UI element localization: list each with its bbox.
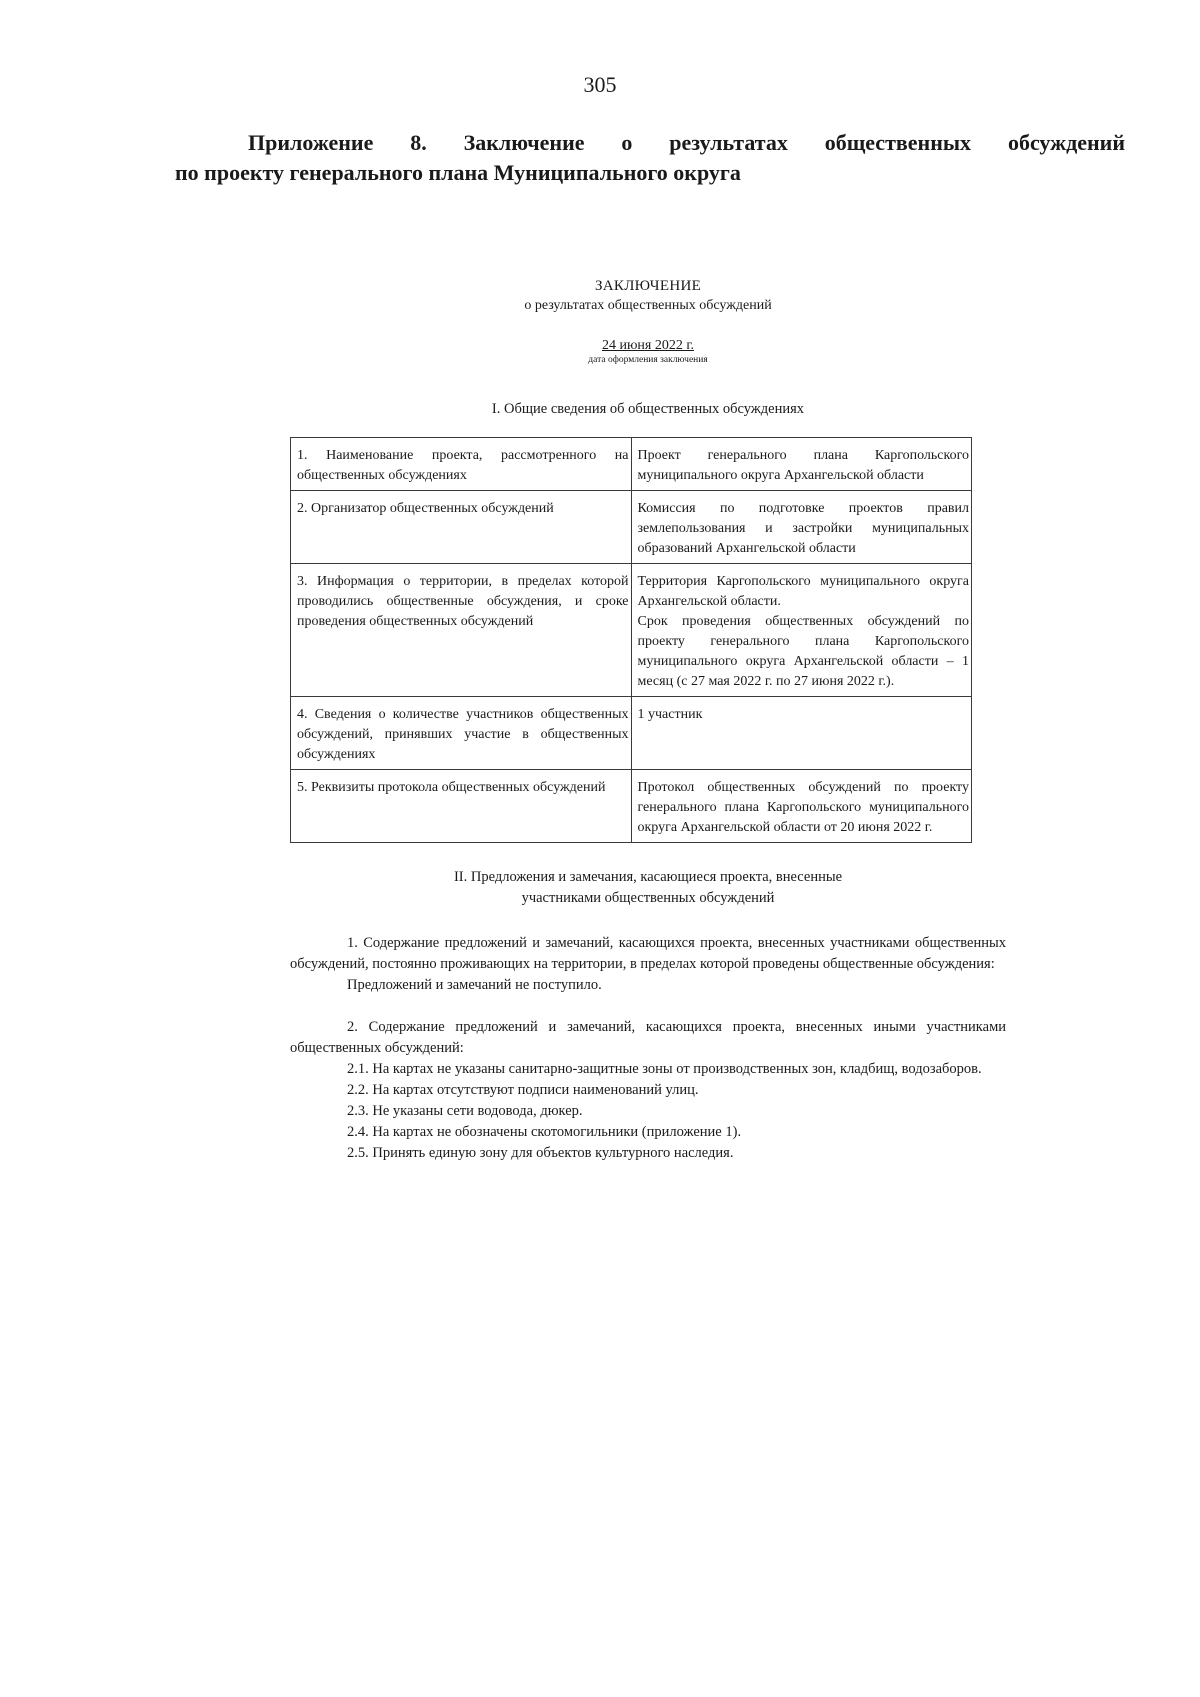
conclusion-date: 24 июня 2022 г.: [601, 338, 695, 353]
proposal-sub-item: 2.3. Не указаны сети водовода, дюкер.: [347, 1103, 583, 1119]
table-row: [291, 564, 972, 697]
table-cell-value: 1 участник: [631, 697, 972, 770]
appendix-heading: [175, 128, 1125, 188]
section-1-heading: I. Общие сведения об общественных обсуждениях: [491, 401, 805, 417]
conclusion-document: [290, 278, 1006, 1164]
proposal-sub-item: 2.2. На картах отсутствуют подписи наименований улиц.: [347, 1082, 699, 1098]
table-cell-value: Комиссия по подготовке проектов правил землепользования и застройки муниципальных образований Архангельской области: [631, 491, 972, 564]
table-row: [291, 491, 972, 564]
proposals-list: [290, 933, 1006, 1164]
table-cell-label: 2. Организатор общественных обсуждений: [291, 491, 632, 564]
appendix-heading-line-2: по проекту генерального плана Муниципального округа: [175, 160, 741, 185]
conclusion-subtitle: о результатах общественных обсуждений: [524, 298, 772, 313]
period-text: Срок проведения общественных обсуждений по проекту генерального плана Каргопольского муниципального округа Архангельской области – 1 месяц (с 27 мая 2022 г. по 27 июня 2022 г.).: [637, 614, 969, 689]
table-cell-value: Протокол общественных обсуждений по проекту генерального плана Каргопольского муниципального округа Архангельской области от 20 июня 2022 г.: [631, 770, 972, 843]
proposal-sub-item: 2.4. На картах не обозначены скотомогильники (приложение 1).: [347, 1124, 742, 1140]
table-cell-label: 4. Сведения о количестве участников общественных обсуждений, принявших участие в общественных обсуждениях: [291, 697, 632, 770]
table-row: [291, 438, 972, 491]
proposal-sub-item: 2.5. Принять единую зону для объектов культурного наследия.: [347, 1145, 734, 1161]
territory-text: Территория Каргопольского муниципального округа Архангельской области.: [637, 574, 969, 609]
proposal-item-1-answer: Предложений и замечаний не поступило.: [347, 977, 602, 993]
table-row: [291, 770, 972, 843]
proposal-item-1: 1. Содержание предложений и замечаний, касающихся проекта, внесенных участниками общественных обсуждений, постоянно проживающих на территории, в пределах которой проведены общественные обсуждения:: [290, 935, 1006, 972]
section-2-heading: [290, 867, 1006, 909]
page-number: 305: [583, 72, 617, 97]
table-cell-value: [631, 564, 972, 697]
section-2-heading-line-2: участниками общественных обсуждений: [521, 890, 775, 906]
table-cell-label: 3. Информация о территории, в пределах которой проводились общественные обсуждения, и сроке проведения общественных обсуждений: [291, 564, 632, 697]
conclusion-date-caption: дата оформления заключения: [588, 355, 708, 365]
appendix-heading-line-1: Приложение 8. Заключение о результатах общественных обсуждений: [248, 130, 1125, 155]
proposal-item-2: 2. Содержание предложений и замечаний, касающихся проекта, внесенных иными участниками общественных обсуждений:: [290, 1019, 1006, 1056]
section-2-heading-line-1: II. Предложения и замечания, касающиеся проекта, внесенные: [453, 869, 843, 885]
general-info-table: [290, 437, 972, 843]
table-row: [291, 697, 972, 770]
table-cell-label: 1. Наименование проекта, рассмотренного на общественных обсуждениях: [291, 438, 632, 491]
conclusion-title: ЗАКЛЮЧЕНИЕ: [594, 278, 702, 294]
table-cell-label: 5. Реквизиты протокола общественных обсуждений: [291, 770, 632, 843]
proposal-sub-item: 2.1. На картах не указаны санитарно-защитные зоны от производственных зон, кладбищ, водозаборов.: [347, 1061, 982, 1077]
table-cell-value: Проект генерального плана Каргопольского муниципального округа Архангельской области: [631, 438, 972, 491]
